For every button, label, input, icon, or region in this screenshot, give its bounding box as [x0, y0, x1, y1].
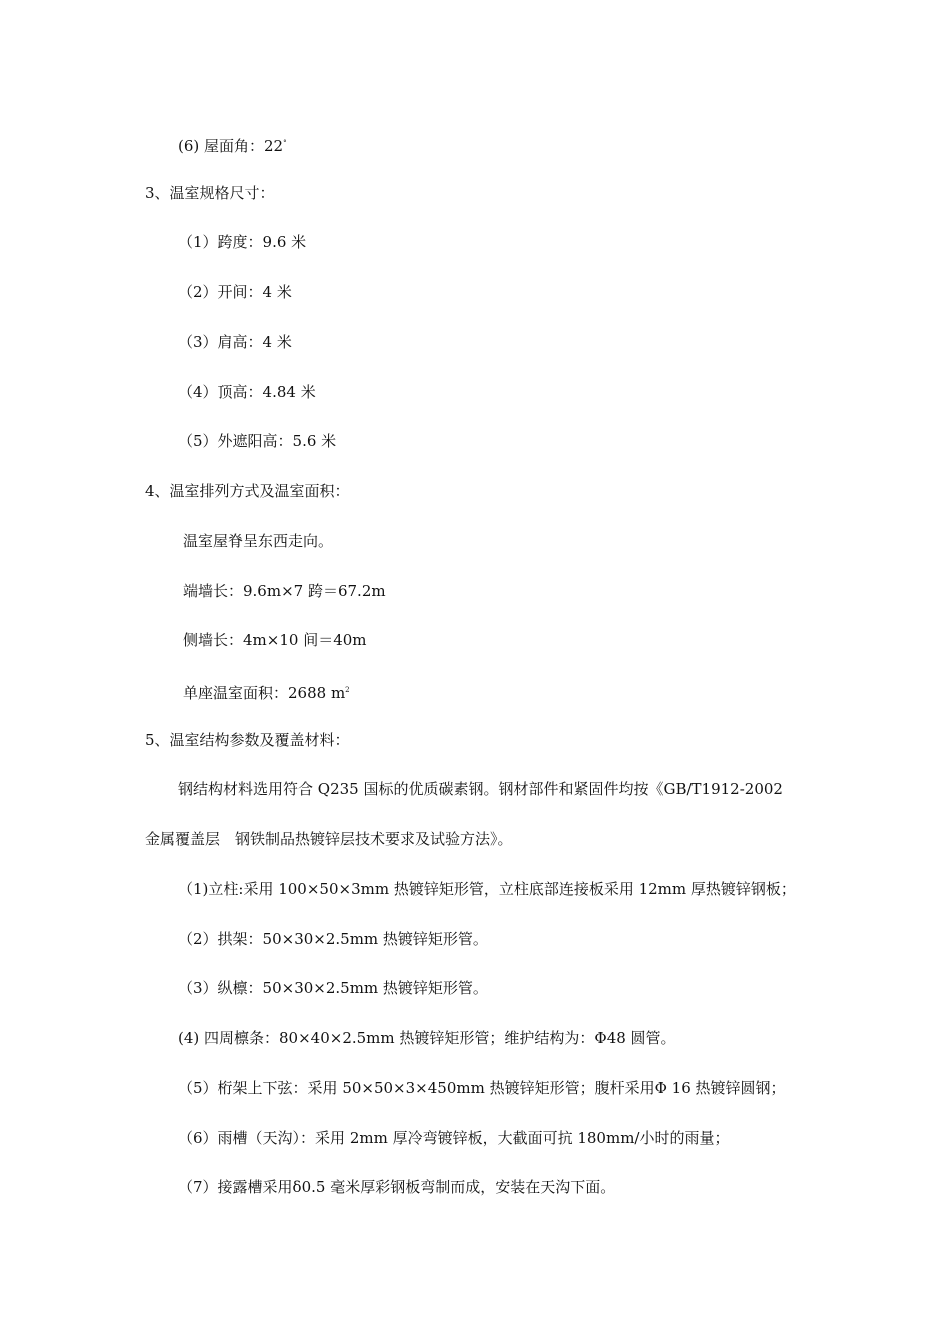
spec-bay: （2）开间：4 米: [178, 283, 292, 301]
roof-angle-line: [178, 133, 287, 156]
spec-span: （1）跨度：9.6 米: [178, 233, 307, 251]
end-wall-line: 端墙长：9.6m×7 跨＝67.2m: [183, 582, 386, 600]
item-column: （1)立柱:采用 100×50×3mm 热镀锌矩形管，立柱底部连接板采用 12mm 厚热镀锌钢板；: [178, 880, 796, 898]
spec-ridge-height: （4）顶高：4.84 米: [178, 383, 316, 401]
spec-shoulder-height: （3）肩高：4 米: [178, 333, 292, 351]
item-condensate-tray: （7）接露槽采用δ0.5 毫米厚彩钢板弯制而成，安装在天沟下面。: [178, 1178, 616, 1196]
section-heading-5: 5、温室结构参数及覆盖材料：: [145, 731, 350, 749]
roof-angle-text: (6) 屋面角：22: [178, 137, 284, 155]
degree-mark: °: [283, 139, 287, 147]
area-line: [183, 680, 350, 703]
square-mark: 2: [345, 686, 350, 694]
section-heading-4: 4、温室排列方式及温室面积：: [145, 482, 350, 500]
item-truss: （5）桁架上下弦：采用 50×50×3×450mm 热镀锌矩形管；腹杆采用Φ 16 热镀锌圆钢；: [178, 1079, 786, 1097]
item-purlin: （3）纵檩：50×30×2.5mm 热镀锌矩形管。: [178, 979, 488, 997]
spec-shade-height: （5）外遮阳高：5.6 米: [178, 432, 337, 450]
side-wall-line: 侧墙长：4m×10 间＝40m: [183, 631, 367, 649]
area-text: 单座温室面积：2688 m: [183, 684, 346, 702]
section-heading-3: 3、温室规格尺寸：: [145, 184, 275, 202]
steel-paragraph-line-2: 金属覆盖层 钢铁制品热镀锌层技术要求及试验方法》。: [145, 830, 513, 848]
steel-paragraph-line-1: 钢结构材料选用符合 Q235 国标的优质碳素钢。钢材部件和紧固件均按《GB/T1912-2002: [178, 780, 783, 798]
item-perimeter-purlin: (4) 四周檩条：80×40×2.5mm 热镀锌矩形管；维护结构为：Φ48 圆管。: [178, 1029, 676, 1047]
orientation-line: 温室屋脊呈东西走向。: [183, 532, 334, 550]
item-gutter: （6）雨槽（天沟）：采用 2mm 厚冷弯镀锌板，大截面可抗 180mm/小时的雨量；: [178, 1129, 730, 1147]
item-arch: （2）拱架：50×30×2.5mm 热镀锌矩形管。: [178, 930, 488, 948]
